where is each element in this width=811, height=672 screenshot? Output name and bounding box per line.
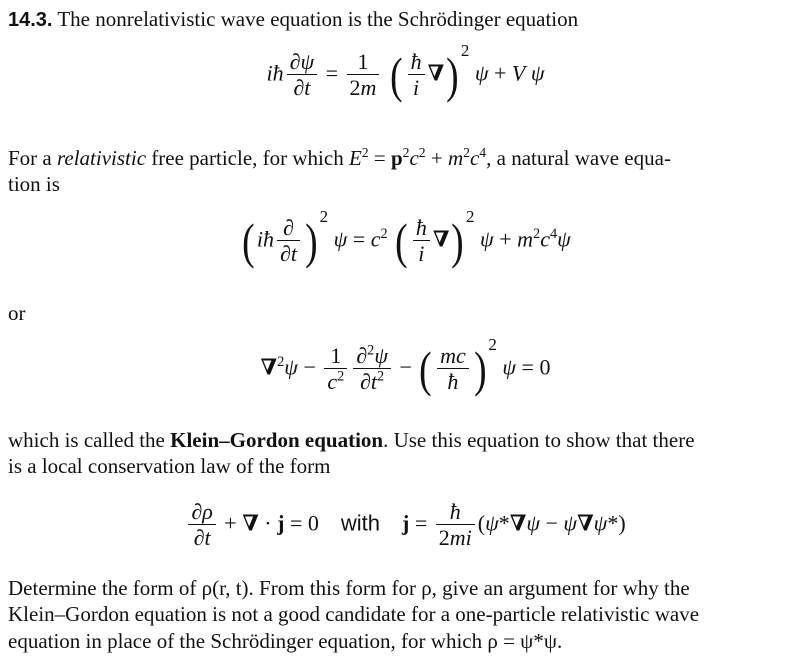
intro-text: The nonrelativistic wave equation is the Schrödinger equation [57, 7, 579, 31]
para4-a: which is called the [8, 428, 171, 452]
problem-number: 14.3. [8, 9, 53, 31]
paragraph-determine [8, 575, 803, 654]
with-word: with [340, 510, 380, 536]
klein-gordon-bold: Klein–Gordon equation [170, 428, 384, 452]
conservation-law-equation: $\frac{\partial\rho}{\partial t}$ + ∇ · j = 0 with j = $\frac{ħ}{2mi}$ (ψ*∇ψ − ψ∇ψ*) [0, 500, 811, 550]
para2-a: For a [8, 146, 57, 170]
or-text: or [8, 301, 26, 325]
para2-b: free particle, for which [146, 146, 349, 170]
para4-b: . Use this equation to show that there [383, 428, 695, 452]
para2-c: , a natural wave equa- [486, 146, 671, 170]
para6-line2: Klein–Gordon equation is not a good candidate for a one-particle relativistic wave [8, 602, 700, 627]
schrodinger-equation: iħ $\frac{\partial\psi}{\partial t}$ = $\frac{1}{2m}$ ( $\frac{ħ}{i}$ ∇) $^2$ ψ + V ψ [266, 41, 545, 104]
para6-line1: Determine the form of ρ(r, t). From this form for ρ, give an argument for why the [8, 576, 690, 600]
para2-line2: tion is [8, 172, 60, 197]
paragraph-klein-gordon [8, 427, 803, 480]
klein-gordon-equation: ∇$^2$ψ − $\frac{1}{c^2}$ $\frac{\partial^2\psi}{\partial t^2}$ − ( $\frac{mc}{ħ}$ ) $^2$ ψ = 0 [260, 335, 551, 398]
para4-line2: is a local conservation law of the form [8, 454, 331, 479]
para6-line3: equation in place of the Schrödinger equation, for which ρ = ψ*ψ. [8, 628, 563, 653]
problem-header [8, 6, 803, 33]
paragraph-relativistic: For a relativistic free particle, for which $E^2 = p^2c^2 + m^2c^4$, a natural wave equa- tion is [8, 145, 671, 197]
para2-relativistic: relativistic [57, 146, 147, 170]
relativistic-wave-equation: (iħ $\frac{\partial}{\partial t}$ ) $^2$ $\psi = c^2$ ( $\frac{ħ}{i}$ ∇) $^2$ $\psi + m^2c^4\psi$ [242, 207, 571, 270]
